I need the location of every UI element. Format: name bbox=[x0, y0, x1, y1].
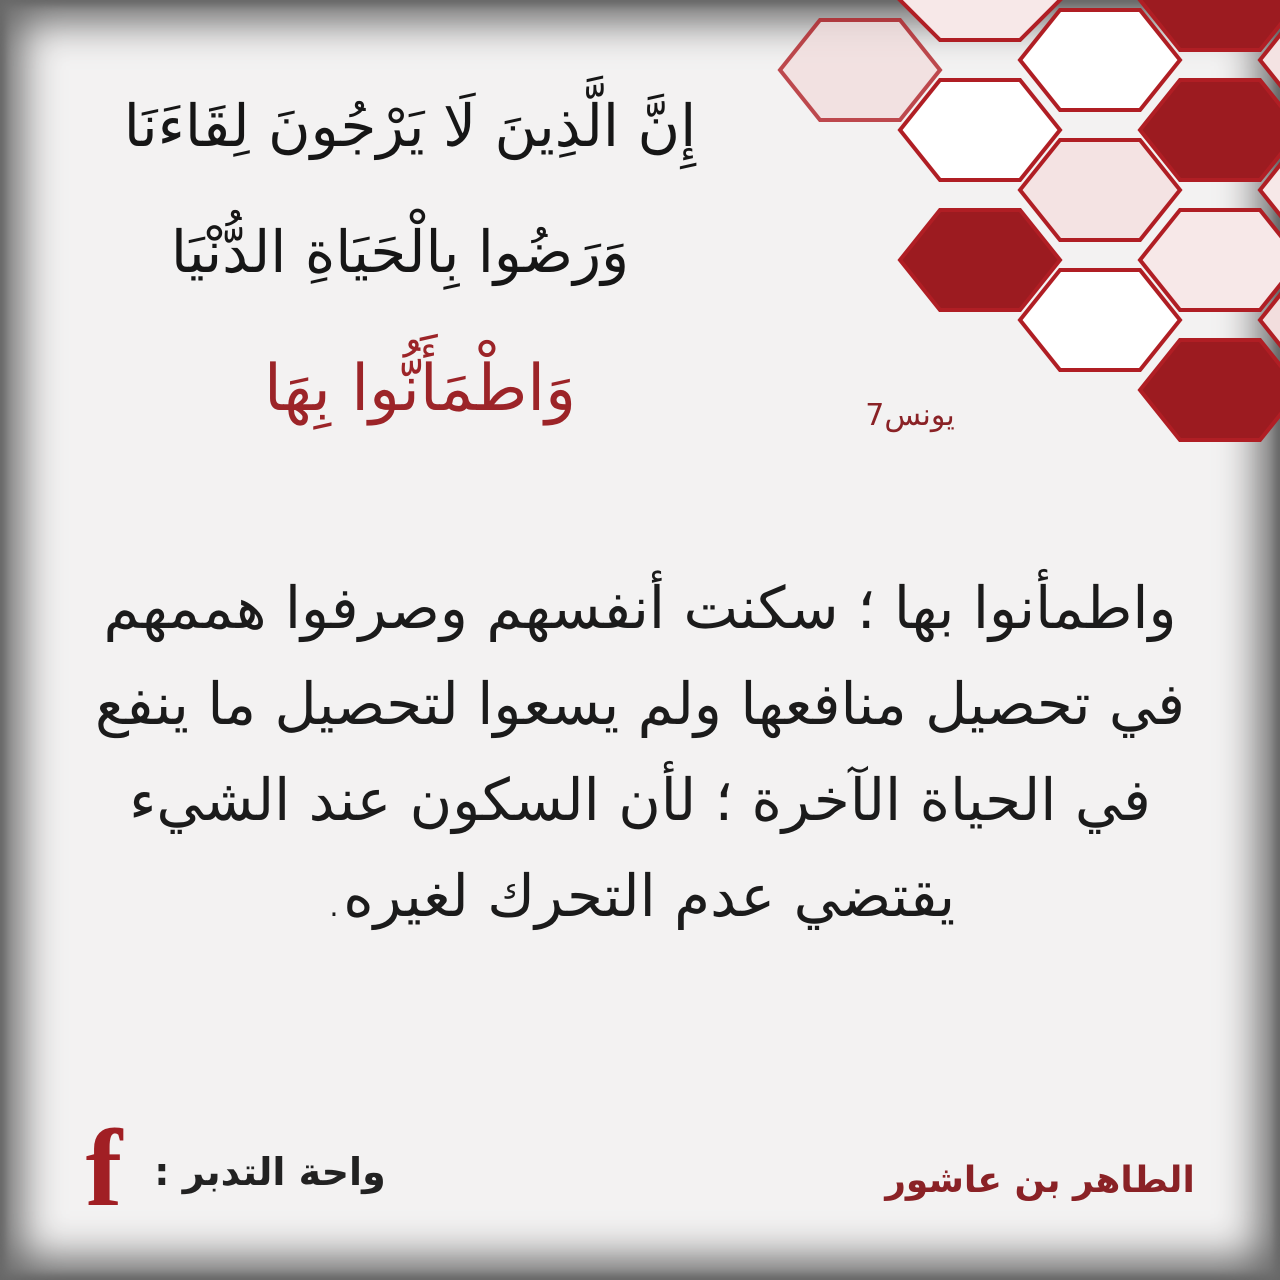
facebook-icon: f bbox=[85, 1107, 123, 1229]
verse-line-3-highlight: وَاطْمَأَنُّوا بِهَا bbox=[264, 352, 576, 426]
tafsir-text: واطمأنوا بها ؛ سكنت أنفسهم وصرفوا هممهم في تحصيل منافعها ولم يسعوا لتحصيل ما ينفع في الحياة الآخرة ؛ لأن السكون عند الشيء يقتضي عدم التحرك لغيره. bbox=[95, 574, 1185, 930]
verse-line-2: وَرَضُوا بِالْحَيَاةِ الدُّنْيَا bbox=[170, 218, 630, 286]
page-name: واحة التدبر : bbox=[154, 1150, 386, 1194]
verse-line-1: إِنَّ الَّذِينَ لَا يَرْجُونَ لِقَاءَنَا bbox=[123, 92, 697, 160]
verse-reference: يونس7 bbox=[865, 398, 955, 433]
author-name: الطاهر بن عاشور bbox=[885, 1160, 1195, 1201]
